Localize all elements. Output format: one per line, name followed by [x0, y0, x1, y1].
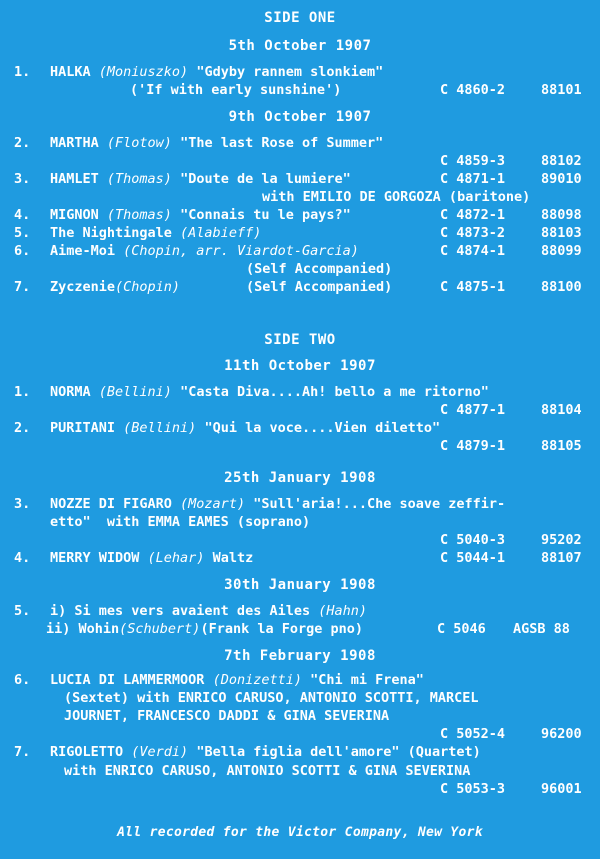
- track-subline: with ENRICO CARUSO, ANTONIO SCOTTI & GINA SEVERINA: [64, 763, 471, 779]
- composer: (Verdi): [131, 744, 189, 760]
- track-subline: JOURNET, FRANCESCO DADDI & GINA SEVERINA: [64, 708, 390, 724]
- track-number: 3.: [14, 496, 31, 512]
- catalog-number: 88102: [541, 153, 582, 169]
- accompanist: (Frank la Forge pno): [200, 621, 363, 637]
- aria-title: "Doute de la lumiere": [171, 171, 351, 187]
- composer: (Hahn): [318, 603, 367, 619]
- composer: (Thomas): [106, 171, 172, 187]
- matrix-number: C 4877-1: [440, 402, 506, 418]
- track-number: 5.: [14, 603, 31, 619]
- track-number: 4.: [14, 550, 31, 566]
- composer: (Flotow): [106, 135, 172, 151]
- aria-title: "Qui la voce....Vien diletto": [196, 420, 441, 436]
- song-title: Aime-Moi: [50, 243, 124, 259]
- session-date: 30th January 1908: [224, 577, 376, 593]
- track-subline: etto" with EMMA EAMES (soprano): [50, 514, 311, 530]
- song-title: i) Si mes vers avaient des Ailes: [50, 603, 319, 619]
- aria-title: "Bella figlia dell'amore" (Quartet): [188, 744, 481, 760]
- matrix-number: C 4859-3: [440, 153, 506, 169]
- session-date: 9th October 1907: [228, 109, 372, 125]
- track-number: 7.: [14, 744, 31, 760]
- composer: (Bellini): [123, 420, 197, 436]
- catalog-number: 88105: [541, 438, 582, 454]
- track-number: 2.: [14, 135, 31, 151]
- track-line: [50, 384, 489, 400]
- track-number: 4.: [14, 207, 31, 223]
- catalog-number: 96001: [541, 781, 582, 797]
- composer: (Mozart): [180, 496, 246, 512]
- composer: (Donizetti): [212, 672, 302, 688]
- catalog-number: 88098: [541, 207, 582, 223]
- opera-title: NORMA: [50, 384, 99, 400]
- composer: (Schubert): [119, 621, 201, 637]
- opera-title: NOZZE DI FIGARO: [50, 496, 181, 512]
- track-subline: ('If with early sunshine'): [130, 82, 342, 98]
- matrix-number: C 5040-3: [440, 532, 506, 548]
- catalog-number: 89010: [541, 171, 582, 187]
- composer: (Alabieff): [180, 225, 262, 241]
- recording-credit: All recorded for the Victor Company, New York: [117, 825, 483, 840]
- composer: (Moniuszko): [98, 64, 189, 80]
- matrix-number: C 4879-1: [440, 438, 506, 454]
- matrix-number: C 4874-1: [440, 243, 506, 259]
- track-number: 6.: [14, 243, 31, 259]
- track-line: [50, 603, 367, 619]
- aria-title: "Gdyby rannem slonkiem": [188, 64, 384, 80]
- aria-title: Waltz: [204, 550, 254, 566]
- catalog-number: 88107: [541, 550, 582, 566]
- session-date: 7th February 1908: [224, 648, 376, 664]
- composer: (Chopin, arr. Viardot-Garcia): [123, 243, 359, 259]
- aria-title: "Casta Diva....Ah! bello a me ritorno": [171, 384, 489, 400]
- opera-title: MIGNON: [50, 207, 107, 223]
- matrix-number: C 4871-1: [440, 171, 506, 187]
- matrix-number: C 4872-1: [440, 207, 506, 223]
- track-line: [50, 135, 383, 151]
- opera-title: RIGOLETTO: [50, 744, 132, 760]
- composer: (Lehar): [147, 550, 205, 566]
- track-number: 1.: [14, 384, 31, 400]
- side-two-heading: SIDE TWO: [264, 332, 336, 348]
- track-line: [50, 243, 359, 259]
- track-number: 7.: [14, 279, 31, 295]
- session-date: 5th October 1907: [228, 38, 372, 54]
- track-line: [50, 672, 424, 688]
- matrix-number: C 4875-1: [440, 279, 506, 295]
- opera-title: HAMLET: [50, 171, 107, 187]
- track-number: 6.: [14, 672, 31, 688]
- opera-title: PURITANI: [50, 420, 124, 436]
- track-subline: (Self Accompanied): [246, 279, 393, 295]
- track-line: [50, 64, 383, 80]
- composer: (Bellini): [98, 384, 172, 400]
- session-date: 25th January 1908: [224, 470, 376, 486]
- track-line: [50, 225, 261, 241]
- track-line: [50, 550, 253, 566]
- song-title: ii) Wohin: [46, 621, 120, 637]
- composer: (Thomas): [106, 207, 172, 223]
- track-line: [50, 207, 351, 223]
- aria-title: "Chi mi Frena": [301, 672, 424, 688]
- track-subline: (Self Accompanied): [246, 261, 393, 277]
- matrix-number: C 4860-2: [440, 82, 506, 98]
- track-line: [50, 744, 481, 760]
- track-number: 5.: [14, 225, 31, 241]
- matrix-number: C 5052-4: [440, 726, 506, 742]
- side-one-heading: SIDE ONE: [264, 10, 336, 26]
- opera-title: HALKA: [50, 64, 99, 80]
- catalog-number: 88103: [541, 225, 582, 241]
- track-subline: [46, 621, 363, 637]
- matrix-number: C 5053-3: [440, 781, 506, 797]
- matrix-number: C 5046: [437, 621, 486, 637]
- catalog-number: 88104: [541, 402, 582, 418]
- catalog-number: 88099: [541, 243, 582, 259]
- track-number: 1.: [14, 64, 31, 80]
- track-number: 2.: [14, 420, 31, 436]
- composer: (Chopin): [115, 279, 181, 295]
- track-subline: (Sextet) with ENRICO CARUSO, ANTONIO SCOTTI, MARCEL: [64, 690, 479, 706]
- matrix-number: C 4873-2: [440, 225, 506, 241]
- aria-title: "The last Rose of Summer": [171, 135, 384, 151]
- catalog-number: 88101: [541, 82, 582, 98]
- catalog-number: 95202: [541, 532, 582, 548]
- aria-title: "Sull'aria!...Che soave zeffir-: [245, 496, 506, 512]
- opera-title: MARTHA: [50, 135, 107, 151]
- opera-title: LUCIA DI LAMMERMOOR: [50, 672, 213, 688]
- track-number: 3.: [14, 171, 31, 187]
- aria-title: "Connais tu le pays?": [171, 207, 351, 223]
- catalog-number: 88100: [541, 279, 582, 295]
- matrix-number: C 5044-1: [440, 550, 506, 566]
- track-line: [50, 420, 440, 436]
- session-date: 11th October 1907: [224, 358, 376, 374]
- catalog-number: 96200: [541, 726, 582, 742]
- track-line: [50, 171, 351, 187]
- catalog-number: AGSB 88: [513, 621, 570, 637]
- track-line: [50, 279, 180, 295]
- track-line: [50, 496, 505, 512]
- opera-title: MERRY WIDOW: [50, 550, 148, 566]
- song-title: The Nightingale: [50, 225, 181, 241]
- song-title: Zyczenie: [50, 279, 116, 295]
- track-subline: with EMILIO DE GORGOZA (baritone): [262, 189, 531, 205]
